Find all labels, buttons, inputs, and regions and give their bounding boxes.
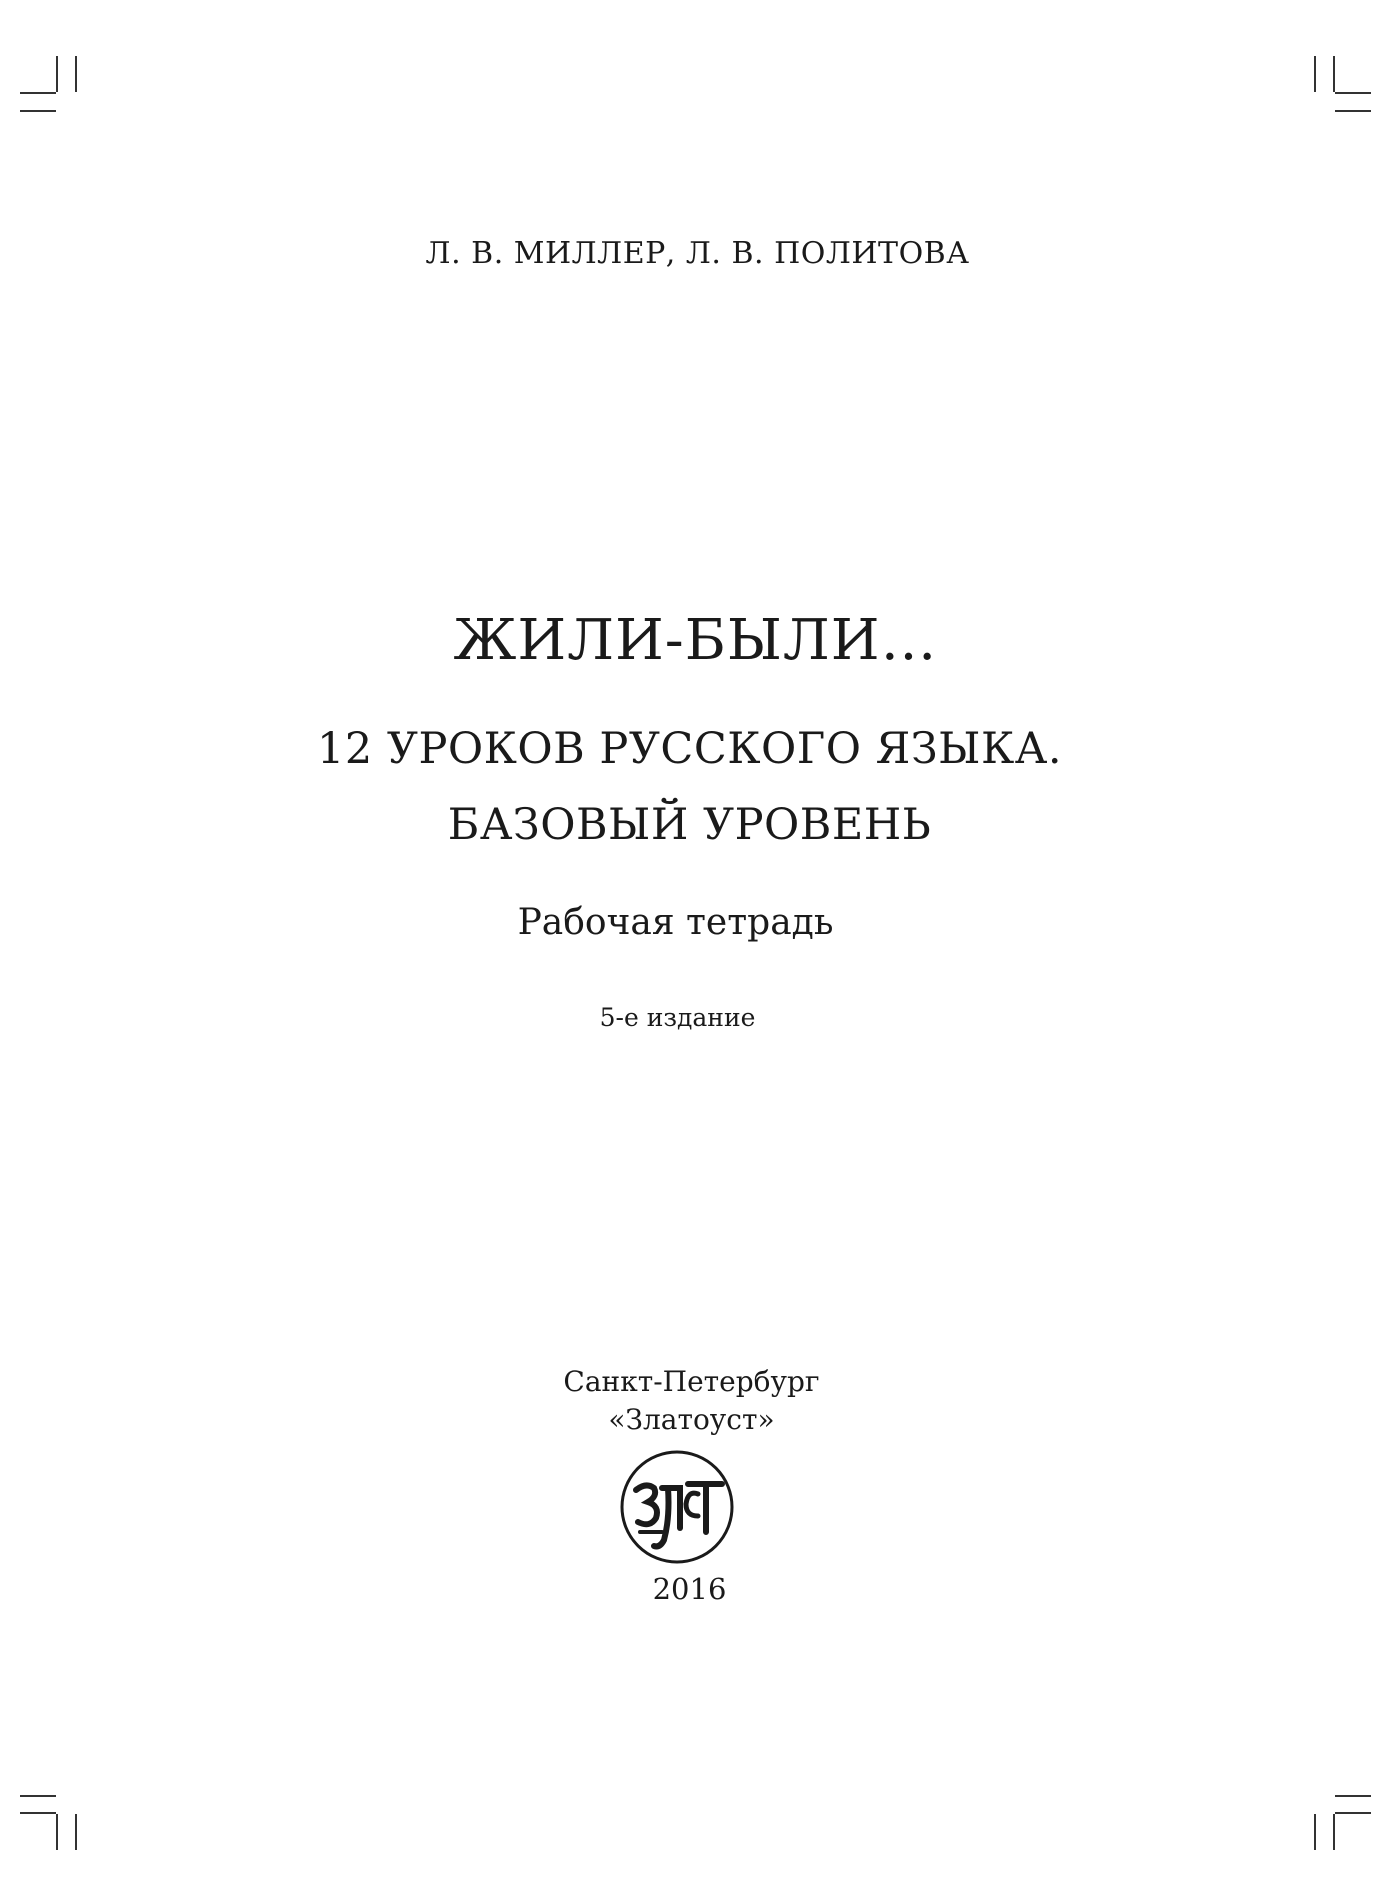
book-subtitle-line-1: 12 УРОКОВ РУССКОГО ЯЗЫКА. [316, 724, 1062, 774]
publisher-name: «Златоуст» [608, 1403, 775, 1436]
edition-label: 5-е издание [599, 1003, 756, 1032]
workbook-label: Рабочая тетрадь [517, 902, 834, 943]
book-subtitle-line-2: БАЗОВЫЙ УРОВЕНЬ [447, 800, 932, 850]
zlatoust-logo-icon [618, 1448, 736, 1566]
publication-year: 2016 [652, 1572, 727, 1606]
publisher-city: Санкт-Петербург [563, 1365, 820, 1398]
book-title: ЖИЛИ-БЫЛИ… [453, 608, 938, 673]
authors: Л. В. МИЛЛЕР, Л. В. ПОЛИТОВА [425, 236, 970, 271]
